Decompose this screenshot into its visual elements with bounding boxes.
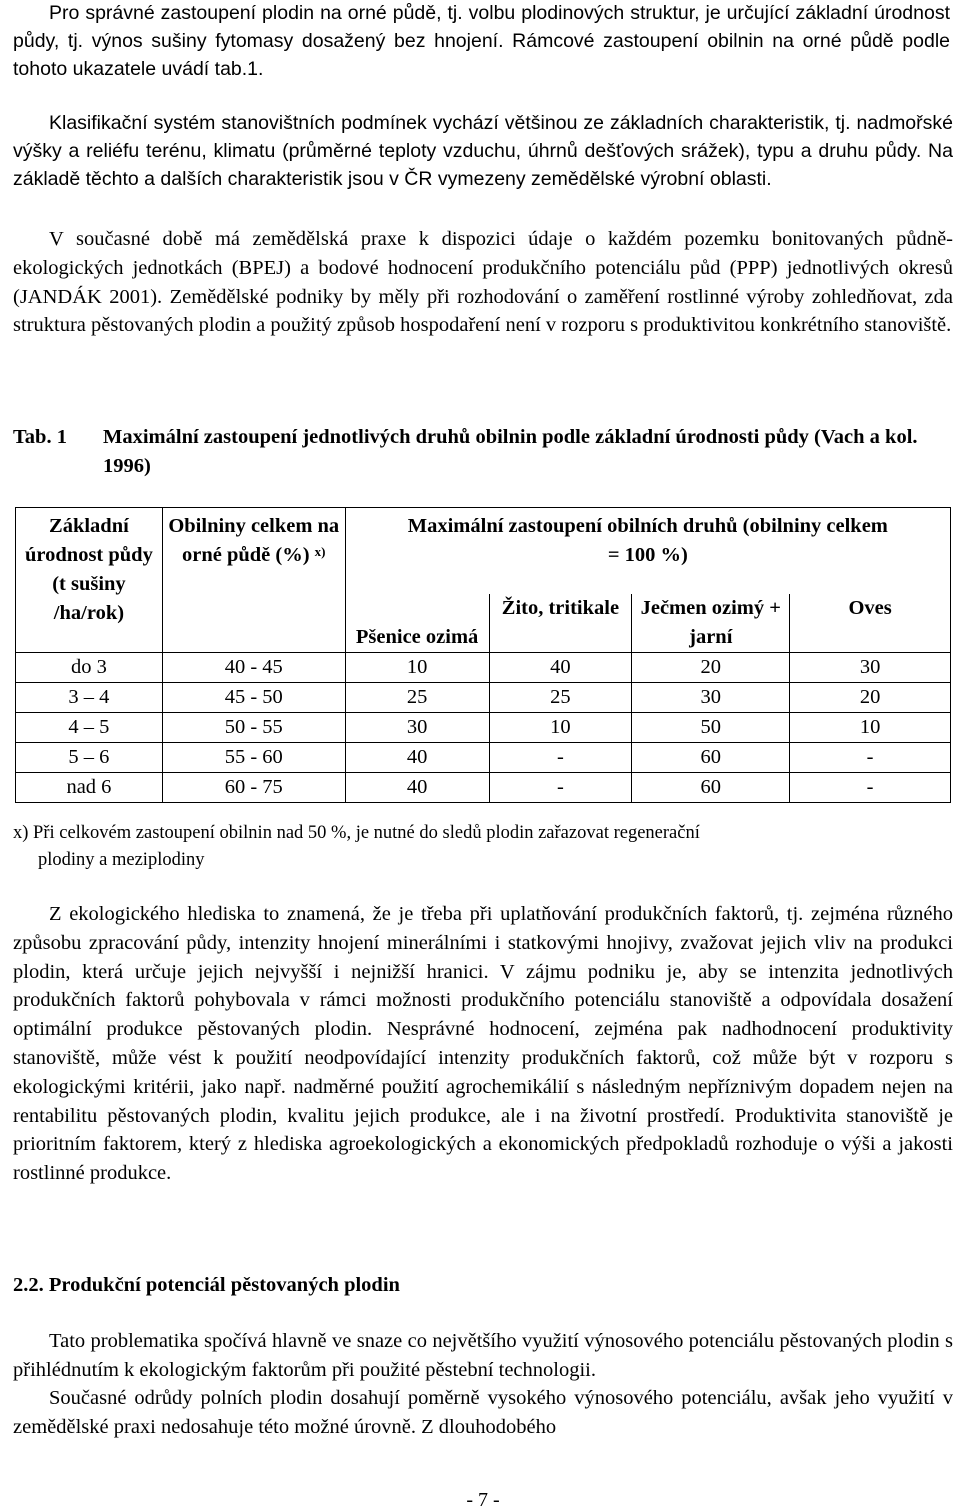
header-oats: Oves [790,594,951,653]
paragraph-ecology: Z ekologického hlediska to znamená, že je třeba při uplatňování produkčních faktorů, tj. zejména různého způsobu zpracování půdy, intenzity hnojení minerálními i statkovými hnojivy, zvažovat jejich vliv na produkci plodin, která určuje jejich nejvyšší i nejnižší hranici. V zájmu podniku je, aby se intenzita jednotlivých produkčních faktorů pohybovala v rámci možnosti produkčního potenciálu stanoviště a odpovídala dosažení optimální produkce pěstovaných plodin. Nesprávné hodnocení, zejména pak nadhodnocení produktivity stanoviště, může vést k použití neodpovídající intenzity produkčních faktorů, což může být v rozporu s ekologickými kritérii, jako např. nadměrné použití agrochemikálií s následným nepříznivým dopadem nejen na rentabilitu pěstovaných plodin, kvalitu jejich produkce, ale i na životní prostředí. Produktivita stanoviště je prioritním faktorem, který z hlediska agroekologických a ekonomických předpokladů rozhoduje o výši a jakosti rostlinné produkce. [13,903,953,1185]
paragraph-varieties: Současné odrůdy polních plodin dosahují poměrně vysokého výnosového potenciálu, avšak jeho využití v zemědělské praxi nedosahuje této možné úrovně. Z dlouhodobého [13,1387,953,1438]
table-row: do 3 40 - 45 10 40 20 30 [16,653,951,683]
section-heading: 2.2. Produkční potenciál pěstovaných plodin [13,1274,400,1296]
table-caption-label: Tab. 1 [13,426,67,448]
table-row: 4 – 5 50 - 55 30 10 50 10 [16,713,951,743]
table-row: nad 6 60 - 75 40 - 60 - [16,773,951,803]
paragraph-intro: Pro správné zastoupení plodin na orné půdě, tj. volbu plodinových struktur, je určující základní úrodnost půdy, tj. výnos sušiny fytomasy dosažený bez hnojení. Rámcové zastoupení obilnin na orné půdě podle tohoto ukazatele uvádí tab.1. [13,2,950,80]
header-rye: Žito, tritikale [489,594,632,653]
paragraph-bpej: V současné době má zemědělská praxe k dispozici údaje o každém pozemku bonitovaných půdně-ekologických jednotkách (BPEJ) a bodové hodnocení produkčního potenciálu půd (PPP) jednotlivých okresů (JANDÁK 2001). Zemědělské podniky by měly při rozhodování o zaměření rostlinné výroby zohledňovat, zda struktura pěstovaných plodin a použitý způsob hospodaření není v rozporu s produktivitou konkrétního stanoviště. [13,228,953,337]
header-wheat: Pšenice ozimá [345,594,489,653]
header-max-share-group: Maximální zastoupení obilních druhů (obilniny celkem = 100 %) [345,508,950,595]
cereal-share-table [15,507,951,803]
footnote-line: plodiny a meziplodiny [38,850,205,870]
table-row: 3 – 4 45 - 50 25 25 30 20 [16,683,951,713]
header-barley: Ječmen ozimý + jarní [632,594,790,653]
paragraph-classification: Klasifikační systém stanovištních podmínek vychází většinou ze základních charakteristik, tj. nadmořské výšky a reliéfu terénu, klimatu (průměrné teploty vzduchu, úhrnů dešťových srážek), typu a druhu půdy. Na základě těchto a dalších charakteristik jsou v ČR vymezeny zemědělské výrobní oblasti. [13,112,953,190]
header-cereals-total: Obilniny celkem na orné půdě (%) $^{x)}$ [162,508,345,653]
table-row: 5 – 6 55 - 60 40 - 60 - [16,743,951,773]
paragraph-problem: Tato problematika spočívá hlavně ve snaze co největšího využití výnosového potenciálu pěstovaných plodin s přihlédnutím k ekologickým faktorům při použité pěstební technologii. [13,1330,953,1381]
table-footnote [13,820,953,874]
table-caption-text: Maximální zastoupení jednotlivých druhů obilnin podle základní úrodnosti půdy (Vach a kol. 1996) [103,426,918,477]
footnote-line: x) Při celkovém zastoupení obilnin nad 50 %, je nutné do sledů plodin zařazovat regenerační [13,823,700,843]
page-number: - 7 - [466,1489,500,1511]
header-footnote-mark: x) [314,544,326,559]
header-base-fertility: Základní úrodnost půdy (t sušiny /ha/rok) [16,508,163,653]
